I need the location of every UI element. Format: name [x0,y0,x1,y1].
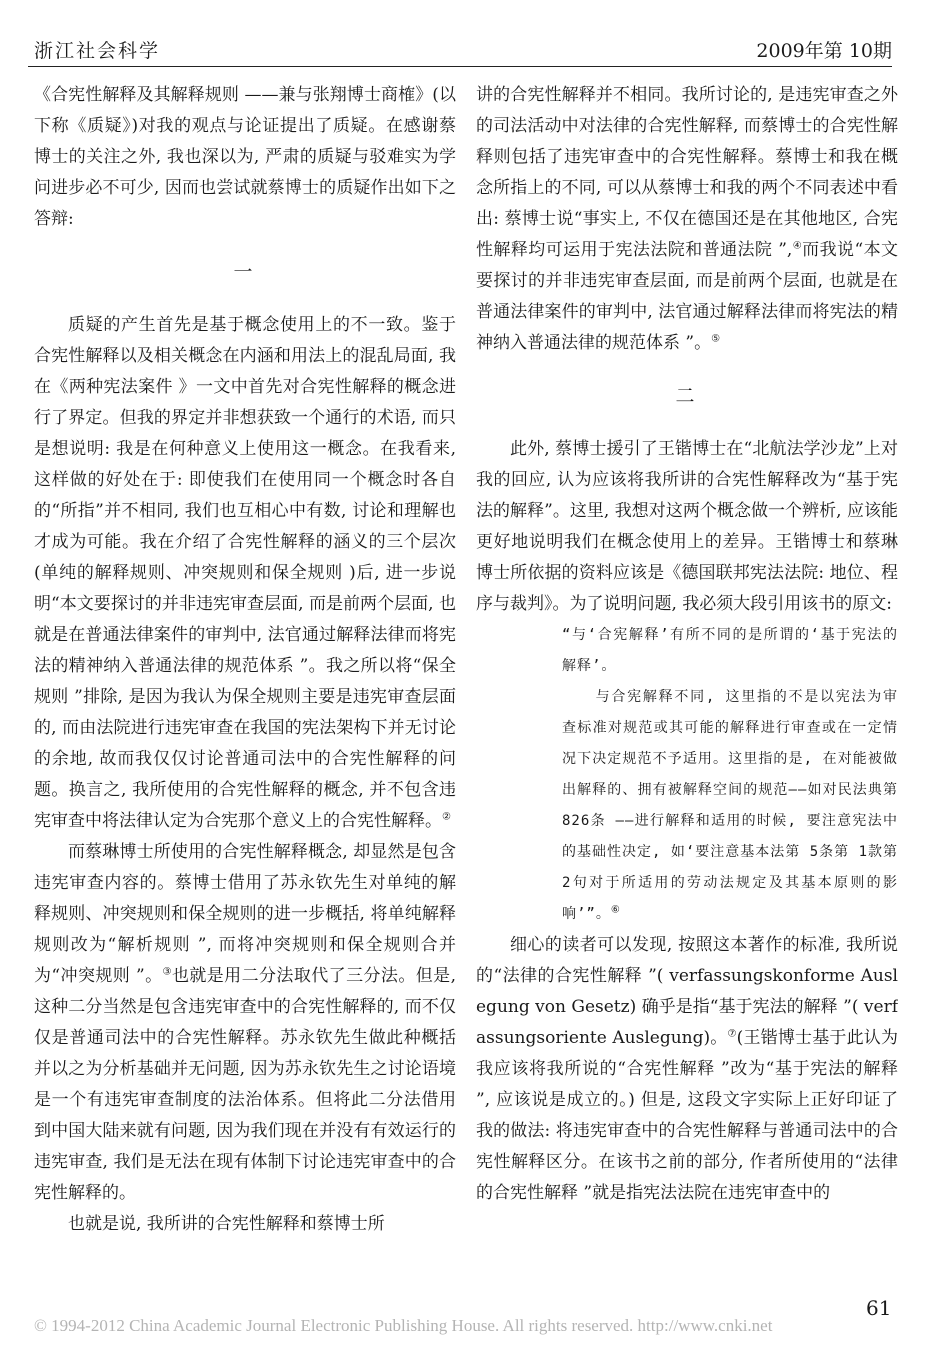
footnote-ref[interactable]: ② [442,811,451,823]
block-quote-second [562,682,898,930]
page-number: 61 [866,1296,892,1320]
header-rule [28,66,892,67]
quote-text: 与合宪解释不同, 这里指的不是以宪法为审查标准对规范或其可能的解释进行审查或在一定情况下决定规范不予适用。这里指的是, 在对能被做出解释的、拥有被解释空间的规范——如对民法典第 826条 ——进行解释和适用的时候, 要注意宪法中的基础性决定, 如‘要注意基本法第 5条第 1款第 2句对于所适用的劳动法规定及其基本原则的影响’”。 [562,689,898,922]
section-heading-one: 一 [233,261,257,283]
footnote-ref[interactable]: ⑥ [610,904,621,916]
copyright-footer: © 1994-2012 China Academic Journal Electronic Publishing House. All rights reserved. http://www.cnki.net [34,1316,773,1335]
footnote-ref[interactable]: ⑤ [711,333,721,345]
paragraph-wang-kai: 此外, 蔡博士援引了王锴博士在“北航法学沙龙”上对我的回应, 认为应该将我所讲的合宪性解释改为“基于宪法的解释”。这里, 我想对这两个概念做一个辨析, 应该能更好地说明我们在概念使用上的差异。王锴博士和蔡琳博士所依据的资料应该是《德国联邦宪法法院: 地位、程序与裁判》。为了说明问题, 我必须大段引用该书的原文: [476,439,898,614]
footnote-ref[interactable]: ⑦ [727,1028,737,1040]
intro-paragraph: 《合宪性解释及其解释规则 ——兼与张翔博士商榷》(以下称《质疑》)对我的观点与论证提出了质疑。在感谢蔡博士的关注之外, 我也深以为, 严肃的质疑与驳难实为学问进步必不可少, 因而也尝试就蔡博士的质疑作出如下之答辩: [34,85,456,229]
block-quote-first: “与‘合宪解释’有所不同的是所谓的‘基于宪法的解释’。 [562,627,898,674]
paragraph-text: 也就是用二分法取代了三分法。但是, 这种二分当然是包含违宪审查中的合宪性解释的, 而不仅仅是普通司法中的合宪性解释。苏永钦先生做此种概括并以之为分析基础并无问题, 因为苏永钦先生之讨论语境是一个有违宪审查制度的法治体系。但将此二分法借用到中国大陆来就有问题, 因为我们现在并没有有效运行的违宪审查, 我们是无法在现有体制下讨论违宪审查中的合宪性解释的。 [34,966,456,1203]
journal-title: 浙江社会科学 [34,40,161,62]
paragraph-text: 而蔡琳博士所使用的合宪性解释概念, 却显然是包含违宪审查内容的。蔡博士借用了苏永钦先生对单纯的解释规则、冲突规则和保全规则的进一步概括, 将单纯解释规则改为“解析规则 ”, 而将冲突规则和保全规则合并为“冲突规则 ”。 [34,842,456,986]
right-column [476,80,898,1330]
page-header [0,0,950,70]
paragraph-text: 而我说“本文要探讨的并非违宪审查层面, 而是前两个层面, 也就是在普通法律案件的审判中, 法官通过解释法律而将宪法的精神纳入普通法律的规范体系 ”。 [476,240,898,353]
paragraph-text: (王锴博士基于此认为我应该将我所说的“合宪性解释 ”改为“基于宪法的解释 ”, 应该说是成立的。) 但是, 这段文字实际上正好印证了我的做法: 将违宪审查中的合宪性解释与普通司法中的合宪性解释区分。在该书之前的部分, 作者所使用的“法律的合宪性解释 ”就是指宪法法院在违宪审查中的 [476,1028,898,1203]
paragraph-careful-reader [476,930,898,1209]
section-heading-two: 二 [675,385,699,407]
issue-number: 2009年第 10期 [756,40,892,62]
footnote-ref[interactable]: ③ [162,966,172,978]
left-column [34,80,456,1330]
paragraph-concept-usage [34,310,456,837]
paragraph-text: 细心的读者可以发现, 按照这本著作的标准, 我所说的“法律的合宪性解释 ”( verfassungskonforme Auslegung von Gesetz) 确乎是指“基于宪法的解释 ”( verfassungsoriente Auslegung)。 [476,935,898,1048]
footnote-ref[interactable]: ④ [792,240,803,252]
paragraph-cai-concept [34,837,456,1209]
paragraph-in-other-words: 也就是说, 我所讲的合宪性解释和蔡博士所 [68,1214,385,1234]
paragraph-continuation [476,80,898,359]
paragraph-text: 讲的合宪性解释并不相同。我所讨论的, 是违宪审查之外的司法活动中对法律的合宪性解释, 而蔡博士的合宪性解释则包括了违宪审查中的合宪性解释。蔡博士和我在概念所指上的不同, 可以从蔡博士和我的两个不同表述中看出: 蔡博士说“事实上, 不仅在德国还是在其他地区, 合宪性解释均可运用于宪法法院和普通法院 ”, [476,85,898,260]
paragraph-text: 质疑的产生首先是基于概念使用上的不一致。鉴于合宪性解释以及相关概念在内涵和用法上的混乱局面, 我在《两种宪法案件 》一文中首先对合宪性解释的概念进行了界定。但我的界定并非想获致一个通行的术语, 而只是想说明: 我是在何种意义上使用这一概念。在我看来, 这样做的好处在于: 即使我们在使用同一个概念时各自的“所指”并不相同, 我们也互相心中有数, 讨论和理解也才成为可能。我在介绍了合宪性解释的涵义的三个层次 (单纯的解释规则、冲突规则和保全规则 )后, 进一步说明“本文要探讨的并非违宪审查层面, 而是前两个层面, 也就是在普通法律案件的审判中, 法官通过解释法律而将宪法的精神纳入普通法律的规范体系 ”。我之所以将“保全规则 ”排除, 是因为我认为保全规则主要是违宪审查层面的, 而由法院进行违宪审查在我国的宪法架构下并无讨论的余地, 故而我仅仅讨论普通司法中的合宪性解释的问题。换言之, 我所使用的合宪性解释的概念, 并不包含违宪审查中将法律认定为合宪那个意义上的合宪性解释。 [34,315,456,831]
